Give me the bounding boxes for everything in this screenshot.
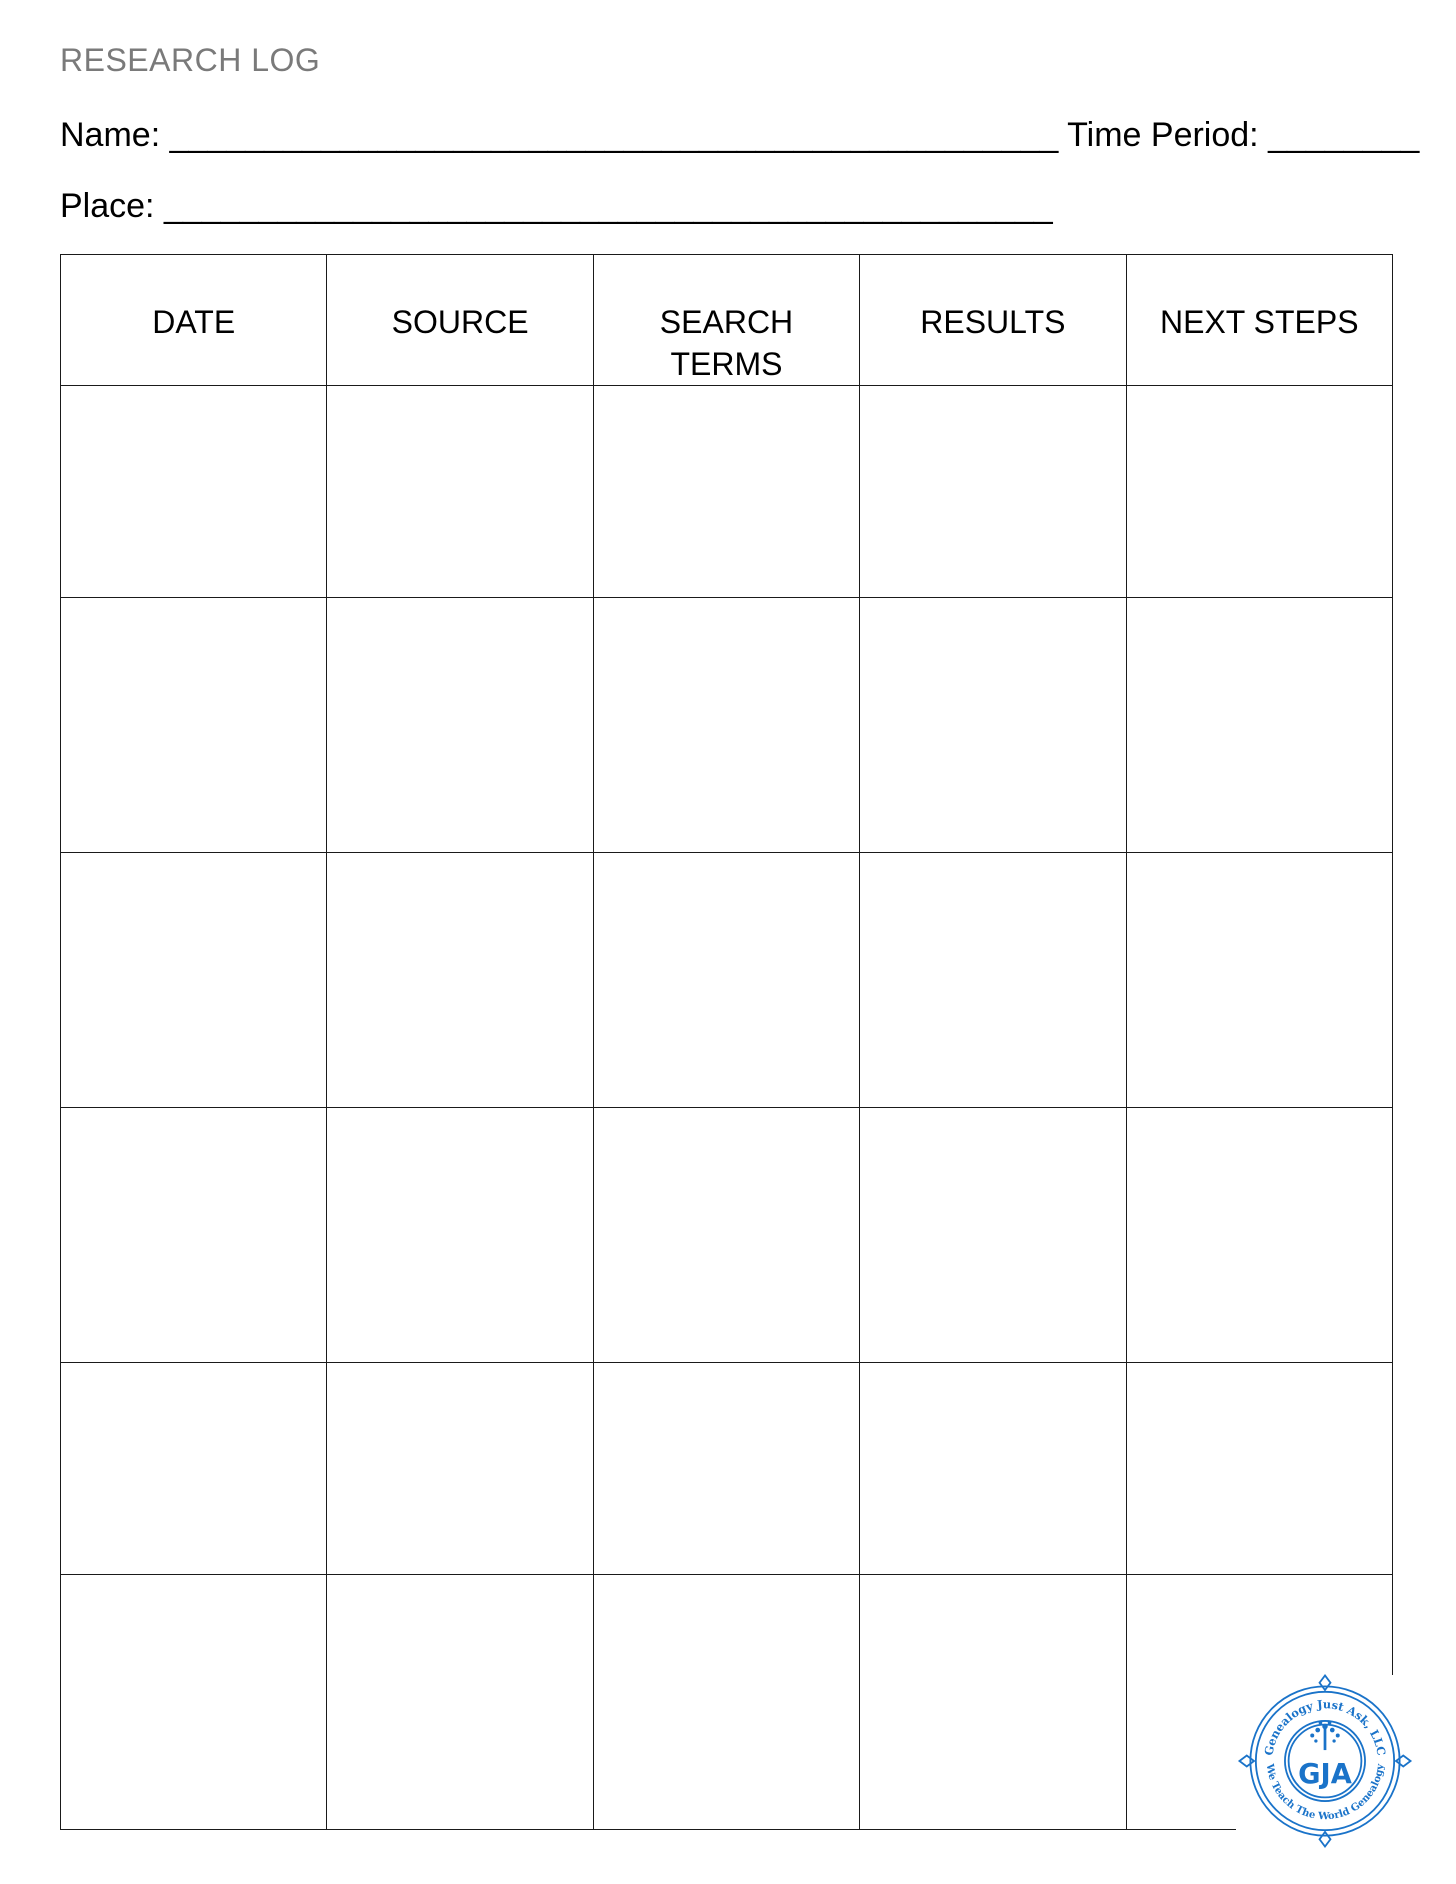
table-header-row bbox=[61, 255, 1393, 386]
column-header-results bbox=[860, 255, 1126, 386]
table-cell[interactable] bbox=[327, 1575, 593, 1830]
table-cell[interactable] bbox=[61, 853, 327, 1108]
table-row bbox=[61, 386, 1393, 598]
table-cell[interactable] bbox=[61, 598, 327, 853]
column-header-label: NEXT STEPS bbox=[1159, 304, 1359, 340]
column-header-label: RESULTS bbox=[920, 304, 1066, 340]
column-header-label: DATE bbox=[152, 304, 236, 340]
name-and-time-period-field: Name: _______________________________________________ Time Period: ________ bbox=[60, 116, 1420, 154]
table-cell[interactable] bbox=[860, 1575, 1126, 1830]
table-cell[interactable] bbox=[61, 1108, 327, 1363]
table-cell[interactable] bbox=[593, 1108, 859, 1363]
table-cell[interactable] bbox=[327, 386, 593, 598]
seal-monogram: GJA bbox=[1298, 1758, 1352, 1790]
document-title: RESEARCH LOG bbox=[60, 42, 321, 78]
table-cell[interactable] bbox=[860, 386, 1126, 598]
column-header-label: SOURCE bbox=[391, 304, 529, 340]
table-cell[interactable] bbox=[593, 853, 859, 1108]
column-header-date bbox=[61, 255, 327, 386]
column-header-search-terms bbox=[593, 255, 859, 386]
table-row bbox=[61, 598, 1393, 853]
table-cell[interactable] bbox=[1126, 1363, 1392, 1575]
table-cell[interactable] bbox=[860, 853, 1126, 1108]
seal-bottom-text: We Teach The World Genealogy bbox=[1263, 1763, 1387, 1823]
table-cell[interactable] bbox=[593, 1363, 859, 1575]
table-cell[interactable] bbox=[327, 1108, 593, 1363]
seal-top-text: Genealogy Just Ask, LLC bbox=[1261, 1697, 1389, 1757]
table-cell[interactable] bbox=[1126, 853, 1392, 1108]
table-cell[interactable] bbox=[327, 1363, 593, 1575]
table-cell[interactable] bbox=[860, 1363, 1126, 1575]
table-cell[interactable] bbox=[61, 386, 327, 598]
table-row bbox=[61, 1108, 1393, 1363]
table-cell[interactable] bbox=[860, 598, 1126, 853]
table-cell[interactable] bbox=[61, 1575, 327, 1830]
column-header-source bbox=[327, 255, 593, 386]
company-seal-logo bbox=[1234, 1670, 1416, 1852]
table-cell[interactable] bbox=[61, 1363, 327, 1575]
table-cell[interactable] bbox=[1126, 386, 1392, 598]
table-cell[interactable] bbox=[860, 1108, 1126, 1363]
table-cell[interactable] bbox=[593, 598, 859, 853]
table-row bbox=[61, 1363, 1393, 1575]
table-cell[interactable] bbox=[1126, 1108, 1392, 1363]
table-cell[interactable] bbox=[593, 386, 859, 598]
table-cell[interactable] bbox=[327, 853, 593, 1108]
research-log-table bbox=[60, 254, 1393, 1830]
table-cell[interactable] bbox=[327, 598, 593, 853]
table-cell[interactable] bbox=[593, 1575, 859, 1830]
column-header-label: TERMS bbox=[670, 346, 783, 382]
column-header-next-steps bbox=[1126, 255, 1392, 386]
place-field: Place: _______________________________________________ bbox=[60, 187, 1053, 225]
table-cell[interactable] bbox=[1126, 598, 1392, 853]
table-row bbox=[61, 853, 1393, 1108]
column-header-label: SEARCH bbox=[659, 304, 794, 340]
table-row bbox=[61, 1575, 1393, 1830]
